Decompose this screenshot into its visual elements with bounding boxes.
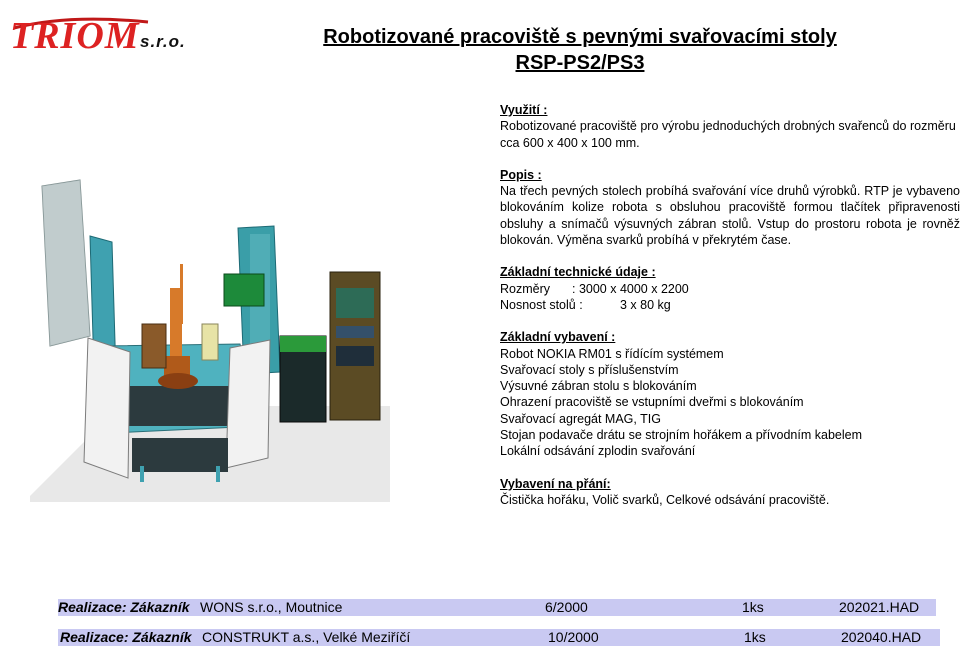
realization-date: 6/2000 bbox=[545, 599, 588, 615]
logo-brand: TRIOM bbox=[10, 15, 140, 57]
equipment-item: Stojan podavače drátu se strojním hořákem a přívodním kabelem bbox=[500, 428, 862, 443]
equipment-item: Robot NOKIA RM01 s řídícím systémem bbox=[500, 346, 724, 361]
equipment-item: Lokální odsávání zplodin svařování bbox=[500, 444, 696, 459]
equipment-item: Svařovací agregát MAG, TIG bbox=[500, 411, 661, 426]
realization-qty: 1ks bbox=[744, 629, 766, 645]
description-text: Na třech pevných stolech probíhá svařování více druhů výrobků. RTP je vybaveno blokováním kolize robota s obsluhou pracoviště formou tlačítek připravenosti obsluhy a snímačů výsuvných zábran stolů. Vstup do prostoru robota je rovněž blokován. Výměna svarků probíhá v překrytém čase. bbox=[500, 184, 960, 248]
realization-code: 202021.HAD bbox=[839, 599, 920, 615]
section-usage bbox=[500, 102, 960, 151]
realization-label: Realizace: Zákazník bbox=[60, 629, 192, 645]
usage-text: Robotizované pracoviště pro výrobu jednoduchých drobných svařenců do rozměru cca 600 x 400 x 100 mm. bbox=[500, 119, 956, 150]
company-logo bbox=[8, 14, 198, 56]
realization-code: 202040.HAD bbox=[841, 629, 922, 645]
description-heading: Popis : bbox=[500, 167, 542, 182]
technical-row bbox=[500, 281, 960, 297]
section-optional bbox=[500, 476, 960, 509]
title-line-2: RSP-PS2/PS3 bbox=[515, 52, 645, 74]
realization-row bbox=[58, 629, 940, 646]
realization-customer: CONSTRUKT a.s., Velké Meziříčí bbox=[202, 629, 411, 645]
equipment-item: Svařovací stoly s příslušenstvím bbox=[500, 362, 679, 377]
description-panel bbox=[500, 102, 960, 524]
equipment-heading: Základní vybavení : bbox=[500, 330, 616, 345]
workplace-illustration bbox=[30, 176, 390, 502]
realization-qty: 1ks bbox=[742, 599, 764, 615]
section-technical bbox=[500, 264, 960, 313]
equipment-item: Ohrazení pracoviště se vstupními dveřmi s blokováním bbox=[500, 395, 804, 410]
equipment-item: Výsuvné zábran stolu s blokováním bbox=[500, 379, 697, 394]
page-title bbox=[250, 24, 910, 76]
realization-label: Realizace: Zákazník bbox=[58, 599, 190, 615]
usage-heading: Využití : bbox=[500, 103, 548, 117]
realization-row bbox=[58, 599, 936, 616]
title-line-1: Robotizované pracoviště s pevnými svařovacími stoly bbox=[323, 26, 837, 48]
logo-suffix: s.r.o. bbox=[140, 32, 186, 51]
section-description bbox=[500, 167, 960, 248]
realization-customer: WONS s.r.o., Moutnice bbox=[200, 599, 343, 615]
technical-heading: Základní technické údaje : bbox=[500, 265, 656, 280]
optional-text: Čistička hořáku, Volič svarků, Celkové odsávání pracoviště. bbox=[500, 492, 830, 507]
technical-value: : 3000 x 4000 x 2200 bbox=[572, 281, 689, 296]
optional-heading: Vybavení na přání: bbox=[500, 476, 611, 491]
technical-label: Nosnost stolů : bbox=[500, 297, 583, 312]
realization-date: 10/2000 bbox=[548, 629, 599, 645]
section-equipment bbox=[500, 329, 960, 459]
technical-value: 3 x 80 kg bbox=[620, 297, 671, 312]
technical-label: Rozměry bbox=[500, 281, 551, 296]
technical-row bbox=[500, 297, 960, 313]
